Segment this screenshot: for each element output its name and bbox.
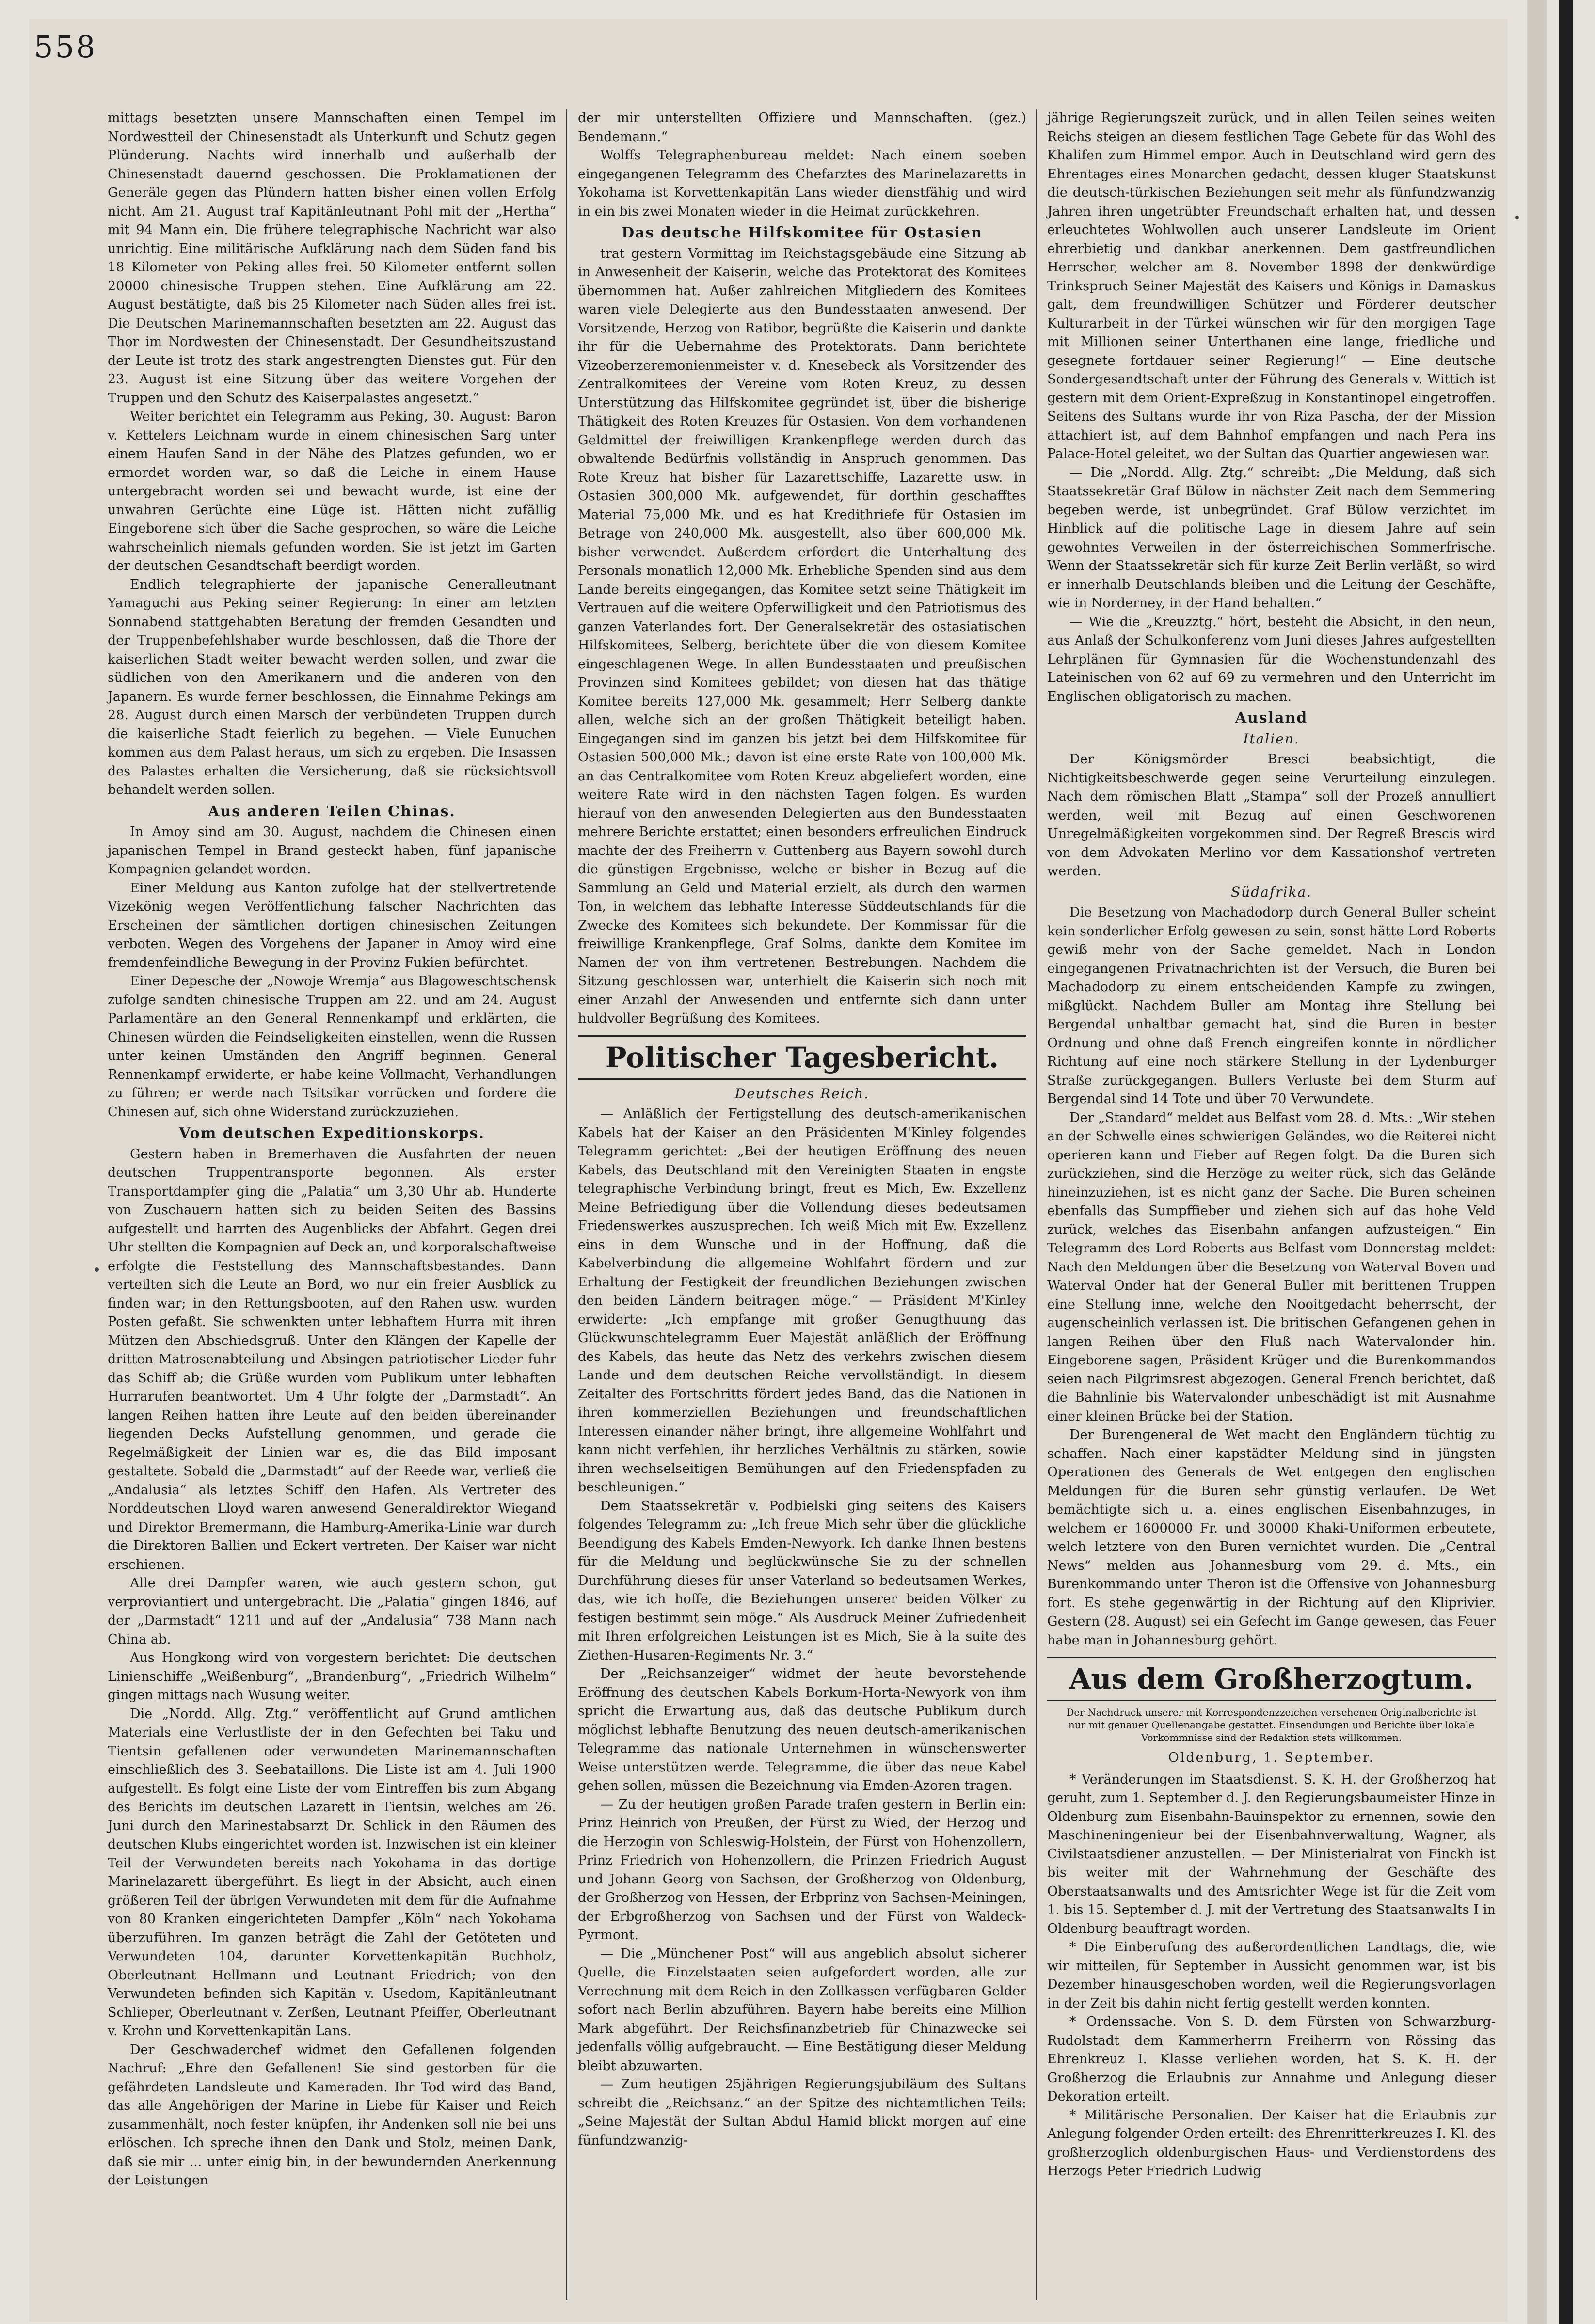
paragraph: Der „Standard“ meldet aus Belfast vom 28. d. Mts.: „Wir stehen an der Schwelle eines schwierigen Geländes, wo die Reiterei nicht operieren kann und Fieber auf Regen folgt. Da die Buren sich zurückziehen, sind die Herzöge zu weiter rück, sich das Gelände hineinzuziehen, ist es nicht ganz der Sache. Die Buren scheinen ebenfalls das Sumpffieber und ziehen sich auf das hohe Veld zurück, welches das Eisenbahn anfangen aufzusteigen.“ Ein Telegramm des Lord Roberts aus Belfast vom Donnerstag meldet: Nach den Meldungen über die Besetzung von Waterval Boven und Waterval Onder hat der General Buller mit berittenen Truppen eine Stellung inne, welche den Nooitgedacht beherrscht, der augenscheinlich verlassen ist. Die britischen Gefangenen gehen in langen Reihen über den Fluß nach Watervalonder hin. Eingeborene sagen, Präsident Krüger und die Burenkommandos seien nach Pilgrimsrest abgezogen. General French berichtet, daß die Bahnlinie bis Watervalonder unbeschädigt ist mit Ausnahme einer kleinen Brücke bei der Station.	[1047, 1110, 1496, 1424]
column-rule-1	[566, 109, 567, 2300]
ink-speck	[1515, 216, 1519, 219]
paragraph: Der „Reichsanzeiger“ widmet der heute bevorstehende Eröffnung des deutschen Kabels Borkum-Horta-Newyork von ihm spricht die Erwartung aus, daß das deutsche Publikum durch möglichst lebhafte Benutzung des neuen deutsch-amerikanischen Telegramme das nationale Unternehmen in wünschenswerter Weise unterstützen werde. Telegramme, die über das neue Kabel gehen sollen, müssen die Bezeichnung via Emden-Azoren tragen.	[578, 1666, 1026, 1793]
paragraph: Aus Hongkong wird von vorgestern berichtet: Die deutschen Linienschiffe „Weißenburg“, „Brandenburg“, „Friedrich Wilhelm“ gingen mittags nach Wusung weiter.	[108, 1650, 556, 1703]
paragraph: Die „Nordd. Allg. Ztg.“ veröffentlicht auf Grund amtlichen Materials eine Verlustliste der in den Gefechten bei Taku und Tientsin gefallenen oder verwundeten Marinemannschaften einschließlich des 3. Seebataillons. Die Liste ist am 4. Juli 1900 aufgestellt. Es folgt eine Liste der vom Eintreffen bis zum Abgang des Berichts im deutschen Lazarett in Tientsin, welches am 26. Juni durch den Marinestabsarzt Dr. Schlick in den Räumen des deutschen Klubs eingerichtet worden ist. Inzwischen ist ein kleiner Teil der Verwundeten bereits nach Yokohama in das dortige Marinelazarett übergeführt. Es liegt in der Absicht, auch einen größeren Teil der übrigen Verwundeten mit dem für die Aufnahme von 80 Kranken eingerichteten Dampfer „Köln“ nach Yokohama überzuführen. Im ganzen beträgt die Zahl der Getöteten und Verwundeten 104, darunter Korvettenkapitän Buchholz, Oberleutnant Hellmann und Leutnant Friedrich; von den Verwundeten befinden sich Kapitän v. Usedom, Kapitänleutnant Schlieper, Oberleutnant v. Zerßen, Leutnant Pfeiffer, Oberleutnant v. Krohn und Korvettenkapitän Lans.	[108, 1706, 556, 2039]
paragraph: In Amoy sind am 30. August, nachdem die Chinesen einen japanischen Tempel in Brand gesteckt haben, fünf japanische Kompagnien gelandet worden.	[108, 824, 556, 877]
paragraph: Die Besetzung von Machadodorp durch General Buller scheint kein sonderlicher Erfolg gewesen zu sein, sonst hätte Lord Roberts gewiß mehr von der Sache gemeldet. Nach in London eingegangenen Privatnachrichten ist der Versuch, die Buren bei Machadodorp zu einem entscheidenden Kampfe zu zwingen, mißglückt. Nachdem Buller am Montag ihre Stellung bei Bergendal unhaltbar gemacht hat, sind die Buren in bester Ordnung und ohne daß French eingreifen konnte in nördlicher Richtung auf eine noch stärkere Stellung in der Lydenburger Straße zurückgegangen. Bullers Verluste bei dem Sturm auf Bergendal sind 14 Tote und über 70 Verwundete.	[1047, 905, 1496, 1107]
section-heading: Ausland	[1235, 710, 1308, 727]
paragraph: * Militärische Personalien. Der Kaiser hat die Erlaubnis zur Anlegung folgender Orden erteilt: des Ehrenritterkreuzes I. Kl. des großherzoglich oldenburgischen Haus- und Verdienstordens des Herzogs Peter Friedrich Ludwig	[1047, 2107, 1496, 2179]
subheading: Italien.	[1243, 730, 1300, 747]
paragraph: — Zu der heutigen großen Parade trafen gestern in Berlin ein: Prinz Heinrich von Preußen, der Fürst zu Wied, der Herzog und die Herzogin von Schleswig-Holstein, der Fürst von Hohenzollern, Prinz Friedrich von Hohenzollern, die Prinzen Friedrich August und Johann Georg von Sachsen, der Großherzog von Oldenburg, der Großherzog von Hessen, der Erbprinz von Sachsen-Meiningen, der Erbgroßherzog von Sachsen und der Fürst von Waldeck-Pyrmont.	[578, 1797, 1026, 1943]
paragraph: Der Burengeneral de Wet macht den Engländern tüchtig zu schaffen. Nach einer kapstädter Meldung sind in jüngsten Operationen des Generals de Wet entgegen den englischen Meldungen für die Buren sehr günstig verlaufen. De Wet bemächtigte sich u. a. eines englischen Eisenbahnzuges, in welchem er 1600000 Fr. und 30000 Khaki-Uniformen erbeutete, welch letztere von den Buren vernichtet wurden. Die „Central News“ melden aus Johannesburg vom 29. d. Mts., ein Burenkommando unter Theron ist die Offensive von Johannesburg fort. Es stehe gegenwärtig in der Richtung auf den Kliprivier. Gestern (28. August) sei ein Gefecht im Gange gewesen, das Feuer habe man in Johannesburg gehört.	[1047, 1427, 1496, 1648]
paragraph: mittags besetzten unsere Mannschaften einen Tempel im Nordwestteil der Chinesenstadt als Unterkunft und Schutz gegen Plünderung. Nachts wird innerhalb und außerhalb der Chinesenstadt dauernd geschossen. Die Proklamationen der Generäle gegen das Plündern hatten bisher einen vollen Erfolg nicht. Am 21. August traf Kapitänleutnant Pohl mit der „Hertha“ mit 94 Mann ein. Die frühere telegraphische Nachricht war also unrichtig. Eine militärische Aufklärung nach dem Süden fand bis 18 Kilometer von Peking alles frei. 50 Kilometer entfernt sollen 20000 chinesische Truppen stehen. Eine Aufklärung am 22. August bestätigte, daß bis 25 Kilometer nach Süden alles frei ist. Die Deutschen Marinemannschaften besetzten am 22. August das Thor im Nordwesten der Chinesenstadt. Der Gesundheitszustand der Leute ist trotz des stark angestrengten Dienstes gut. Für den 23. August ist eine Sitzung über das weitere Vorgehen der Truppen und den Schutz des Kaiserpalastes angesetzt.“	[108, 111, 556, 406]
major-heading: Aus dem Großherzogtum.	[1047, 1657, 1496, 1701]
ink-speck	[95, 1267, 99, 1272]
reprint-notice: Der Nachdruck unserer mit Korrespondenzzeichen versehenen Originalberichte ist nur mit genauer Quellenangabe gestattet. Einsendungen und Berichte über lokale Vorkommnisse sind der Redaktion stets willkommen.	[1066, 1707, 1477, 1743]
section-heading: Das deutsche Hilfskomitee für Ostasien	[622, 224, 983, 241]
page-edge-dark-border	[1559, 0, 1573, 2324]
paragraph: Wolffs Telegraphenbureau meldet: Nach einem soeben eingegangenen Telegramm des Chefarztes des Marinelazaretts in Yokohama ist Korvettenkapitän Lans wieder dienstfähig und wird in ein bis zwei Monaten wieder in die Heimat zurückkehren.	[578, 148, 1026, 219]
subheading: Deutsches Reich.	[734, 1085, 870, 1102]
subheading: Südafrika.	[1230, 884, 1312, 900]
column-3	[1047, 109, 1496, 2181]
section-heading: Vom deutschen Expeditionskorps.	[179, 1125, 485, 1142]
paragraph: Weiter berichtet ein Telegramm aus Peking, 30. August: Baron v. Kettelers Leichnam wurde in einem chinesischen Sarg unter einem Haufen Sand in der Nähe des Platzes gefunden, wo er ermordet worden war, so daß die Leiche in einem Hause untergebracht worden sei und bewacht wurde, ist eine der unwahren Gerüchte eine Lüge ist. Hätten nicht zufällig Eingeborene sich über die Sache gesprochen, so wäre die Leiche wahrscheinlich niemals gefunden worden. Sie ist jetzt im Garten der deutschen Gesandtschaft beerdigt worden.	[108, 409, 556, 573]
paragraph: Der Königsmörder Bresci beabsichtigt, die Nichtigkeitsbeschwerde gegen seine Verurteilung einzulegen. Nach dem römischen Blatt „Stampa“ soll der Prozeß annulliert werden, weil mit Bezug auf einen Geschworenen Unregelmäßigkeiten vorgekommen sind. Der Regreß Brescis wird von dem Advokaten Merlino vor dem Kassationshof vertreten werden.	[1047, 752, 1496, 879]
page-number: 558	[34, 29, 97, 64]
paragraph: * Die Einberufung des außerordentlichen Landtags, die, wie wir mitteilen, für September in Aussicht genommen war, ist bis Dezember hinausgeschoben worden, weil die Regierungsvorlagen in der Zeit bis dahin nicht fertig gestellt werden konnten.	[1047, 1940, 1496, 2011]
paragraph: — Anläßlich der Fertigstellung des deutsch-amerikanischen Kabels hat der Kaiser an den Präsidenten M'Kinley folgendes Telegramm gerichtet: „Bei der heutigen Eröffnung des neuen Kabels, das Deutschland mit den Vereinigten Staaten in engste telegraphische Verbindung bringt, freut es Mich, Ew. Exzellenz Meine Befriedigung über die Vollendung dieses bedeutsamen Friedenswerkes auszusprechen. Ich weiß Mich mit Ew. Exzellenz eins in dem Wunsche und in der Hoffnung, daß die Kabelverbindung die allgemeine Wohlfahrt fördern und zur Erhaltung der Festigkeit der freundlichen Beziehungen zwischen den beiden Ländern beitragen möge.“ — Präsident M'Kinley erwiderte: „Ich empfange mit großer Genugthuung das Glückwunschtelegramm Euer Majestät anläßlich der Eröffnung des Kabels, das heute das Netz des verkehrs zwischen diesem Lande und dem deutschen Reiche vervollständigt. In diesem Zeitalter des Fortschritts fördert jedes Band, das die Nationen in ihren kommerziellen Beziehungen und freundschaftlichen Interessen einander näher bringt, ihre allgemeine Wohlfahrt und kann nicht verfehlen, ihr herzliches Verhältnis zu stärken, sowie ihren wechselseitigen Bemühungen auf den Friedenspfaden zu beschleunigen.“	[578, 1107, 1026, 1495]
paragraph: — Wie die „Kreuzztg.“ hört, besteht die Absicht, in den neun, aus Anlaß der Schulkonferenz vom Juni dieses Jahres aufgestellten Lehrplänen für Gymnasien für die Wochenstundenzahl des Lateinischen von 62 auf 69 zu vermehren und den Unterricht im Englischen obligatorisch zu machen.	[1047, 614, 1496, 704]
column-2	[578, 109, 1026, 2150]
paragraph: — Die „Münchener Post“ will aus angeblich absolut sicherer Quelle, die Einzelstaaten seien aufgefordert worden, alle zur Verrechnung mit dem Reich in den Zollkassen verfügbaren Gelder sofort nach Berlin abzuführen. Bayern habe bereits eine Million Mark abgeführt. Der Reichsfinanzbetrieb für Chinazwecke sei jedenfalls völlig aufgebraucht. — Eine Bestätigung dieser Meldung bleibt abzuwarten.	[578, 1946, 1026, 2073]
paragraph: Gestern haben in Bremerhaven die Ausfahrten der neuen deutschen Truppentransporte begonnen. Als erster Transportdampfer ging die „Palatia“ um 3,30 Uhr ab. Hunderte von Zuschauern hatten sich zu beiden Seiten des Bassins aufgestellt und harrten des Augenblicks der Abfahrt. Gegen drei Uhr stellten die Kompagnien auf Deck an, und korporalschaftweise erfolgte die Feststellung des Mannschaftsbestandes. Dann verteilten sich die Leute an Bord, wo nur ein freier Ausblick zu finden war; in den Rettungsbooten, auf den Rahen usw. wurden Posten gefaßt. Sie schwenkten unter lebhaftem Hurra mit ihren Mützen den Abschiedsgruß. Unter den Klängen der Kapelle der dritten Matrosenabteilung und Absingen patriotischer Lieder fuhr das Schiff ab; die Grüße wurden vom Publikum unter lebhaften Hurrarufen beantwortet. Um 4 Uhr folgte der „Darmstadt“. An langen Reihen hatten ihre Leute auf den beiden übereinander liegenden Decks Aufstellung genommen, und gerade die Regelmäßigkeit der Linien war es, die das Bild imposant gestaltete. Sobald die „Darmstadt“ auf der Reede war, verließ die „Andalusia“ als letztes Schiff den Hafen. Als Vertreter des Norddeutschen Lloyd waren anwesend Generaldirektor Wiegand und Direktor Bremermann, die Hamburg-Amerika-Linie war durch die Direktoren Ballien und Eckert vertreten. Der Kaiser war nicht erschienen.	[108, 1146, 556, 1572]
page-edge-shadow	[1527, 0, 1547, 2324]
dateline: Oldenburg, 1. September.	[1168, 1750, 1375, 1765]
major-heading: Politischer Tagesbericht.	[578, 1035, 1026, 1080]
column-rule-2	[1036, 109, 1037, 2300]
paragraph: * Veränderungen im Staatsdienst. S. K. H. der Großherzog hat geruht, zum 1. September d. J. den Regierungsbaumeister Hinze in Oldenburg zum Eisenbahn-Bauinspektor zu ernennen, sowie den Maschineningenieur bei der Eisenbahnverwaltung, Wagner, als Civilstaatsdiener anzustellen. — Der Ministerialrat von Finckh ist bis weiter mit der Wahrnehmung der Geschäfte des Oberstaatsanwalts und des Amtsrichter Wege ist für die Zeit vom 1. bis 15. September d. J. mit der Vertretung des Staatsanwalts I in Oldenburg beauftragt worden.	[1047, 1771, 1496, 1936]
paragraph: — Zum heutigen 25jährigen Regierungsjubiläum des Sultans schreibt die „Reichsanz.“ an der Spitze des nichtamtlichen Teils: „Seine Majestät der Sultan Abdul Hamid blickt morgen auf eine fünfundzwanzig-	[578, 2077, 1026, 2148]
paragraph: Dem Staatssekretär v. Podbielski ging seitens des Kaisers folgendes Telegramm zu: „Ich freue Mich sehr über die glückliche Beendigung des Kabels Emden-Newyork. Ich danke Ihnen bestens für die Meldung und beglückwünsche Sie zu der schnellen Durchführung dieses für unser Vaterland so bedeutsamen Werkes, das, wie ich hoffe, die Beziehungen unserer beiden Völker zu festigen bestimmt sein möge.“ Als Ausdruck Meiner Zufriedenheit mit Ihren erfolgreichen Leistungen ist es Mich, Sie à la suite des Ziethen-Husaren-Regiments Nr. 3.“	[578, 1498, 1026, 1663]
paragraph: Einer Meldung aus Kanton zufolge hat der stellvertretende Vizekönig wegen Veröffentlichung falscher Nachrichten das Erscheinen der sämtlichen dortigen chinesischen Zeitungen verboten. Wegen des Vorgehens der Japaner in Amoy wird eine fremdenfeindliche Bewegung in der Provinz Fukien befürchtet.	[108, 880, 556, 970]
paragraph: der mir unterstellten Offiziere und Mannschaften. (gez.) Bendemann.“	[578, 111, 1026, 144]
paragraph: jährige Regierungszeit zurück, und in allen Teilen seines weiten Reichs steigen an diesem festlichen Tage Gebete für das Wohl des Khalifen zum Himmel empor. Auch in Deutschland wird gern des Ehrentages eines Monarchen gedacht, dessen kluger Staatskunst die deutsch-türkischen Beziehungen seit mehr als fünfundzwanzig Jahren ihren ungetrübter Freundschaft erhalten hat, und dessen erleuchtetes Wohlwollen auch unserer Landsleute im Orient ehrerbietig und dankbar anerkennen. Dem gastfreundlichen Herrscher, welcher am 8. November 1898 der denkwürdige Trinkspruch Seiner Majestät des Kaisers und Königs in Damaskus galt, dem freundwilligen Schützer und Förderer deutscher Kulturarbeit in der Türkei wünschen wir für den morgigen Tage mit Millionen seiner Unterthanen eine lange, friedliche und gesegnete fortdauer seiner Regierung!“ — Eine deutsche Sondergesandtschaft unter der Führung des Generals v. Wittich ist gestern mit dem Orient-Expreßzug in Konstantinopel eingetroffen. Seitens des Sultans wurde ihr von Riza Pascha, der der Mission attachiert ist, auf dem Bahnhof empfangen und nach Pera ins Palace-Hotel geleitet, wo der Sultan das Quartier angewiesen war.	[1047, 111, 1496, 461]
paragraph: * Ordenssache. Von S. D. dem Fürsten von Schwarzburg-Rudolstadt dem Kammerherrn Freiherrn von Rössing das Ehrenkreuz I. Klasse verliehen worden, hat S. K. H. der Großherzog die Erlaubnis zur Annahme und Anlegung dieser Dekoration erteilt.	[1047, 2014, 1496, 2104]
paragraph: trat gestern Vormittag im Reichstagsgebäude eine Sitzung ab in Anwesenheit der Kaiserin, welche das Protektorat des Komitees übernommen hat. Außer zahlreichen Mitgliedern des Komitees waren viele Delegierte aus den Bundesstaaten anwesend. Der Vorsitzende, Herzog von Ratibor, begrüßte die Kaiserin und dankte ihr für die Uebernahme des Protektorats. Dann berichtete Vizeoberzeremonienmeister v. d. Knesebeck als Vorsitzender des Zentralkomitees der Vereine vom Roten Kreuz, zu dessen Unterstützung das Hilfskomitee gegründet ist, über die bisherige Thätigkeit des Roten Kreuzes für Ostasien. Von dem vorhandenen Geldmittel der freiwilligen Krankenpflege werden durch das obwaltende Bedürfnis vollständig in Anspruch genommen. Das Rote Kreuz hat bisher für Lazarettschiffe, Lazarette usw. in Ostasien 300,000 Mk. aufgewendet, für dorthin geschafftes Material 75,000 Mk. und es hat Kredithriefe für Ostasien im Betrage von 240,000 Mk. ausgestellt, also über 600,000 Mk. bisher verwendet. Außerdem erfordert die Unterhaltung des Personals monatlich 12,000 Mk. Erhebliche Spenden sind aus dem Lande bereits eingegangen, das Komitee setzt seine Thätigkeit im Vertrauen auf die weitere Opferwilligkeit und den Patriotismus des ganzen Vaterlandes fort. Der Generalsekretär des ostasiatischen Hilfskomitees, Selberg, berichtete über die von diesem Komitee eingeschlagenen Wege. In allen Bundesstaaten und preußischen Provinzen sind Komitees gebildet; von diesen hat das thätige Komitee bereits 127,000 Mk. gesammelt; Herr Selberg dankte allen, welche sich an der großen Thätigkeit beteiligt haben. Eingegangen sind im ganzen bis jetzt bei dem Hilfskomitee für Ostasien 500,000 Mk.; davon ist eine erste Rate von 100,000 Mk. an das Centralkomitee vom Roten Kreuz abgeliefert worden, eine weitere Rate wird in den nächsten Tagen folgen. Es wurden hierauf von den anwesenden Delegierten aus den Bundesstaaten mehrere Berichte erstattet; einen besonders erfreulichen Eindruck machte der des Freiherrn v. Guttenberg aus Bayern sowohl durch die günstigen Ergebnisse, welche er bisher in Bezug auf die Sammlung an Geld und Material erzielt, als durch den warmen Ton, in welchem das lebhafte Interesse Süddeutschlands für die Zwecke des Komitees sich bekundete. Der Kommissar für die freiwillige Krankenpflege, Graf Solms, dankte dem Komitee im Namen der von ihm vertretenen Bestrebungen. Nachdem die Sitzung geschlossen war, unterhielt die Kaiserin sich noch mit einer Anzahl der Anwesenden und entfernte sich dann unter huldvoller Begrüßung des Komitees.	[578, 246, 1026, 1026]
paragraph: Einer Depesche der „Nowoje Wremja“ aus Blagoweschtschensk zufolge sandten chinesische Truppen am 22. und am 24. August Parlamentäre an den General Rennenkampf und erklärten, die Chinesen würden die Feindseligkeiten einstellen, wenn die Russen unter keinen Umständen den Angriff beginnen. General Rennenkampf erwiderte, er habe keine Vollmacht, Verhandlungen zu führen; er werde nach Tsitsikar vorrücken und fordere die Chinesen auf, sich ohne Widerstand zurückzuziehen.	[108, 974, 556, 1120]
column-1	[108, 109, 556, 2190]
paragraph: — Die „Nordd. Allg. Ztg.“ schreibt: „Die Meldung, daß sich Staatssekretär Graf Bülow in nächster Zeit nach dem Semmering begeben werde, ist unbegründet. Graf Bülow verzichtet im Hinblick auf die politische Lage in diesem Jahre auf sein gewohntes Verweilen in der österreichischen Sommerfrische. Wenn der Staatssekretär sich für kurze Zeit Berlin verläßt, so wird er innerhalb Deutschlands bleiben und die Leitung der Geschäfte, wie in Norderney, in der Hand behalten.“	[1047, 465, 1496, 611]
section-heading: Aus anderen Teilen Chinas.	[208, 803, 456, 820]
paragraph: Endlich telegraphierte der japanische Generalleutnant Yamaguchi aus Peking seiner Regierung: In einer am letzten Sonnabend stattgehabten Beratung der fremden Gesandten und der Truppenbefehlshaber wurde beschlossen, daß die Thore der kaiserlichen Stadt weiter bewacht werden sollen, und zwar die südlichen von den Amerikanern und die anderen von den Japanern. Es wurde ferner beschlossen, die Einnahme Pekings am 28. August durch einen Marsch der verbündeten Truppen durch die kaiserliche Stadt feierlich zu begehen. — Viele Eunuchen kommen aus dem Palast heraus, um sich zu ergeben. Die Insassen des Palastes erhalten die Versicherung, daß sie rücksichtsvoll behandelt werden sollen.	[108, 577, 556, 797]
paragraph: Der Geschwaderchef widmet den Gefallenen folgenden Nachruf: „Ehre den Gefallenen! Sie sind gestorben für die gefährdeten Landsleute und Kameraden. Ihr Tod wird das Band, das alle Angehörigen der Marine in Liebe für Kaiser und Reich zusammenhält, noch fester knüpfen, ihr Andenken soll nie bei uns erlöschen. Ich spreche ihnen den Dank und Stolz, meinen Dank, daß sie mir ... unter einig bin, in der bewundernden Anerkennung der Leistungen	[108, 2042, 556, 2188]
paragraph: Alle drei Dampfer waren, wie auch gestern schon, gut verproviantiert und untergebracht. Die „Palatia“ gingen 1846, auf der „Darmstadt“ 1211 und auf der „Andalusia“ 738 Mann nach China ab.	[108, 1576, 556, 1647]
